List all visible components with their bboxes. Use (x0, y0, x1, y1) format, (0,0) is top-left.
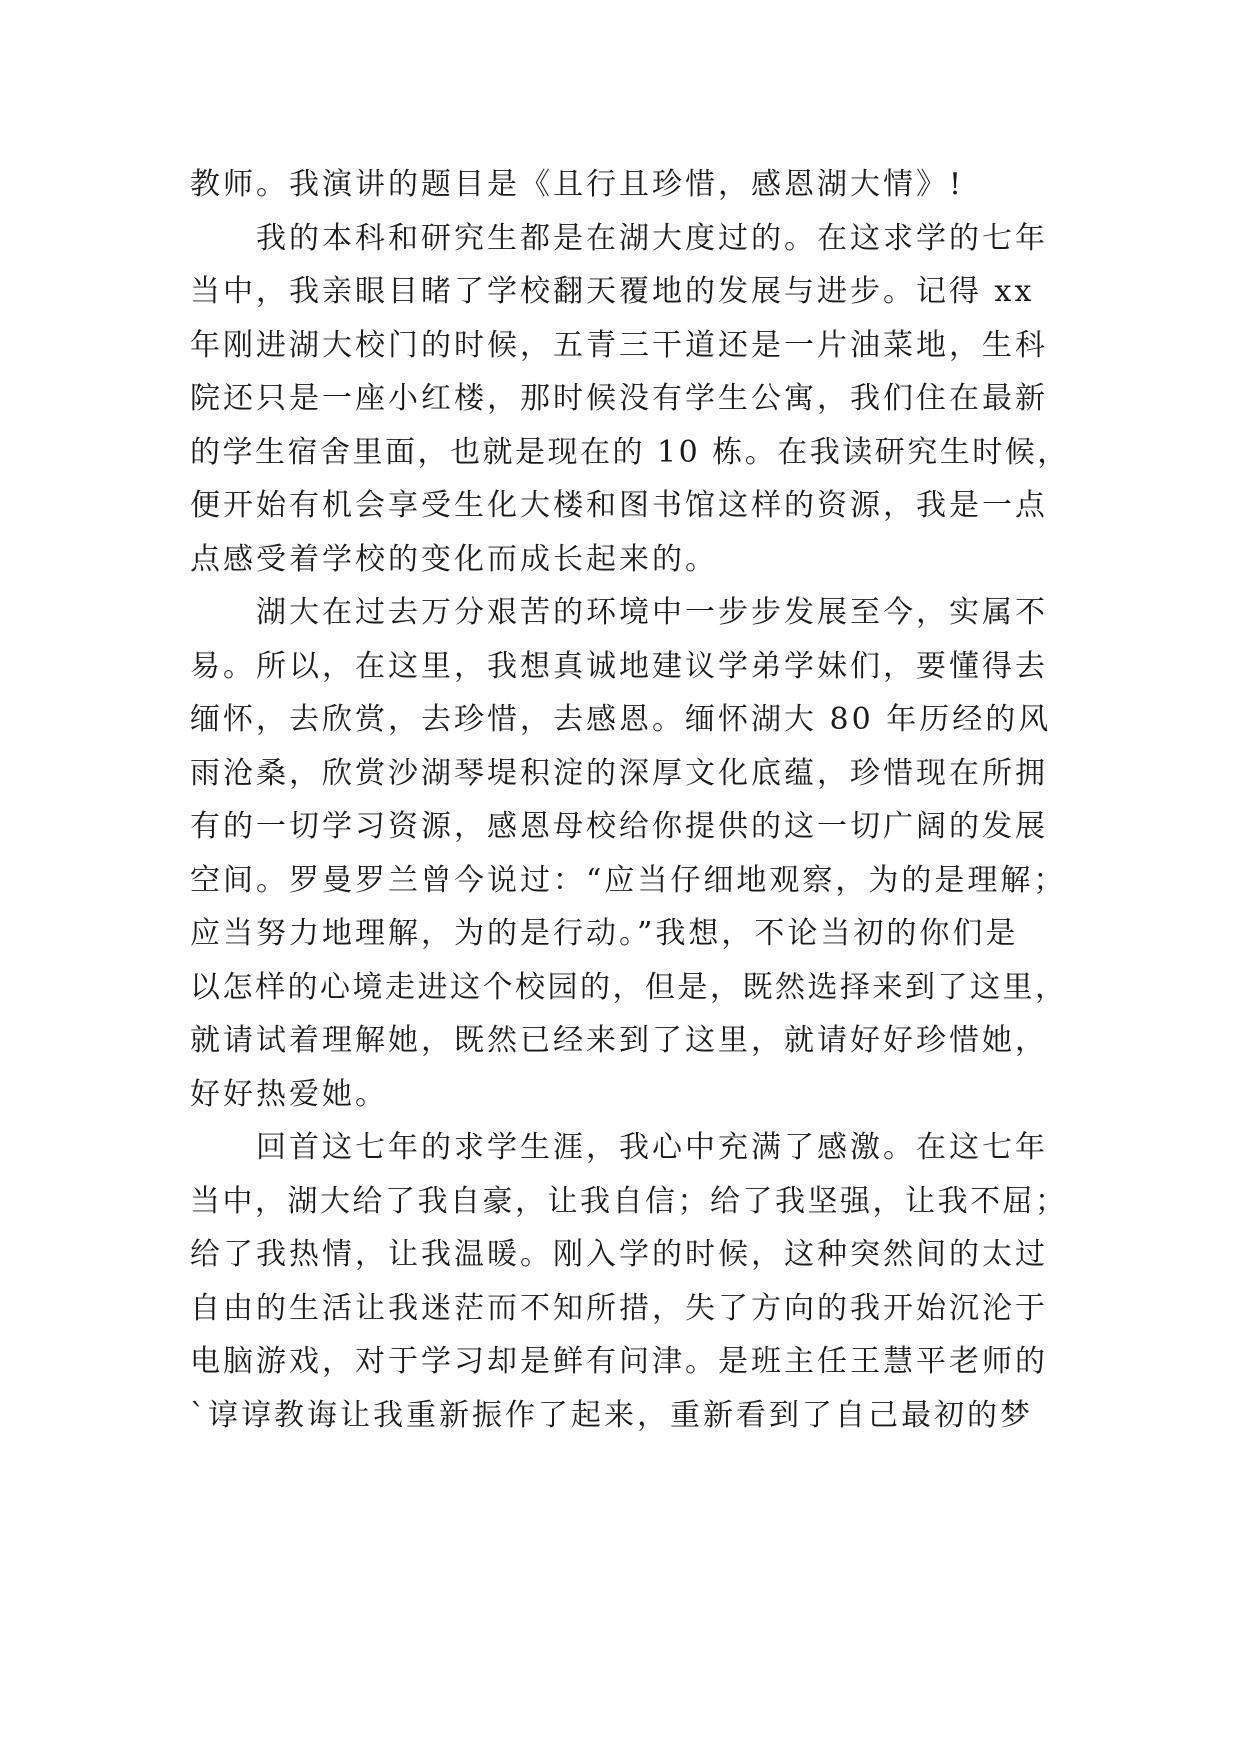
text-line: 好好热爱她。 (190, 1076, 388, 1112)
text-line: 应当努力地理解，为的是行动。”我想，不论当初的你们是 (190, 916, 1019, 951)
text-line: 有的一切学习资源，感恩母校给你提供的这一切广阔的发展 (190, 809, 1048, 844)
text-line: 湖大在过去万分艰苦的环境中一步步发展至今，实属不 (256, 595, 1048, 630)
text-line: 的学生宿舍里面，也就是现在的 10 栋。在我读研究生时候， (190, 434, 1070, 470)
text-line: 自由的生活让我迷茫而不知所措，失了方向的我开始沉沦于 (190, 1290, 1048, 1326)
text-line: 点感受着学校的变化而成长起来的。 (190, 541, 718, 577)
text-line: 便开始有机会享受生化大楼和图书馆这样的资源，我是一点 (190, 488, 1048, 523)
body-text (190, 158, 1070, 1442)
text-line: 空间。罗曼罗兰曾今说过：“应当仔细地观察，为的是理解； (190, 862, 1067, 898)
text-line: 易。所以，在这里，我想真诚地建议学弟学妹们，要懂得去 (190, 648, 1048, 684)
text-line: 院还只是一座小红楼，那时候没有学生公寓，我们住在最新 (190, 381, 1048, 416)
text-line: 缅怀，去欣赏，去珍惜，去感恩。缅怀湖大 80 年历经的风 (190, 702, 1052, 737)
text-line: 给了我热情，让我温暖。刚入学的时候，这种突然间的太过 (190, 1237, 1048, 1272)
text-line: 我的本科和研究生都是在湖大度过的。在这求学的七年 (256, 220, 1048, 256)
text-line: `谆谆教诲让我重新振作了起来，重新看到了自己最初的梦 (190, 1397, 1033, 1433)
text-line: 当中，湖大给了我自豪，让我自信；给了我坚强，让我不屈； (190, 1183, 1068, 1219)
text-line: 回首这七年的求学生涯，我心中充满了感激。在这七年 (256, 1130, 1048, 1165)
text-line: 年刚进湖大校门的时候，五青三干道还是一片油菜地，生科 (190, 327, 1048, 363)
text-line: 雨沧桑，欣赏沙湖琴堤积淀的深厚文化底蕴，珍惜现在所拥 (190, 755, 1048, 791)
text-line: 以怎样的心境走进这个校园的，但是，既然选择来到了这里， (190, 969, 1068, 1005)
text-line: 就请试着理解她，既然已经来到了这里，就请好好珍惜她， (190, 1023, 1048, 1058)
text-line: 当中，我亲眼目睹了学校翻天覆地的发展与进步。记得 xx (190, 274, 1035, 309)
text-line: 教师。我演讲的题目是《且行且珍惜，感恩湖大情》! (190, 167, 965, 202)
text-line: 电脑游戏，对于学习却是鲜有问津。是班主任王慧平老师的 (190, 1344, 1048, 1379)
